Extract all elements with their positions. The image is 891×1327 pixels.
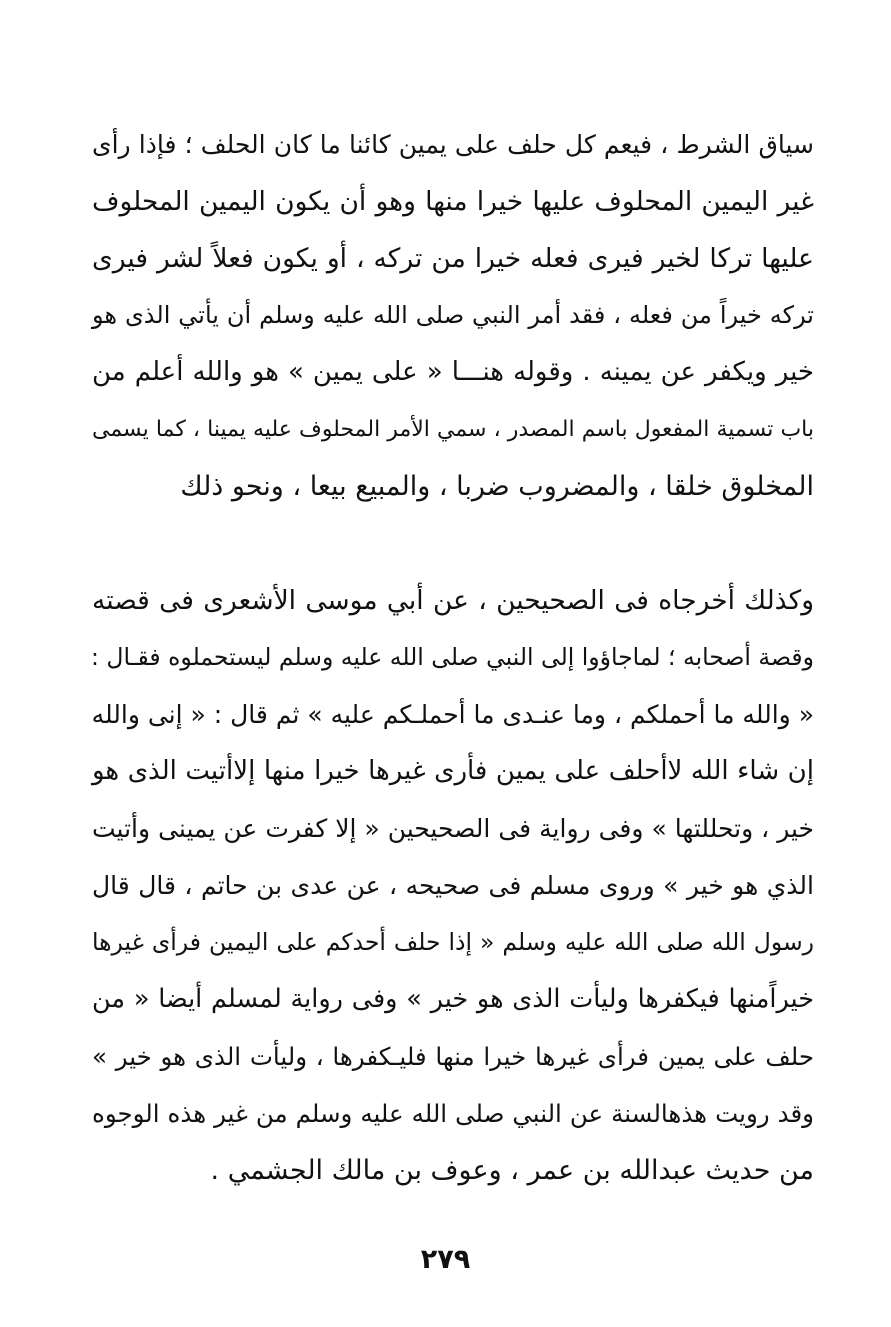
text-line: المخلوق خلقا ، والمضروب ضربا ، والمبيع بيعا ، ونحو ذلك: [180, 471, 814, 502]
text-line: عليها تركا لخير فيرى فعله خيرا من تركه ، أو يكون فعلاً لشر فيرى: [92, 243, 814, 274]
text-line: « والله ما أحملكم ، وما عنـدى ما أحملـكم عليه » ثم قال : « إنى والله: [91, 700, 814, 729]
text-line: إن شاء الله لاأحلف على يمين فأرى غيرها خيرا منها إلاأتيت الذى هو: [92, 756, 814, 786]
paragraph-1: [92, 116, 814, 515]
text-line: خيراًمنها فيكفرها وليأت الذى هو خير » وفى رواية لمسلم أيضا « من: [92, 984, 814, 1014]
text-line: خير ويكفر عن يمينه . وقوله هنـــا « على يمين » هو والله أعلم من: [92, 357, 814, 387]
page-number: ٢٧٩: [420, 1244, 471, 1275]
text-line: رسول الله صلى الله عليه وسلم « إذا حلف أحدكم على اليمين فرأى غيرها: [92, 928, 814, 956]
text-line: الذي هو خير » وروى مسلم فى صحيحه ، عن عدى بن حاتم ، قال قال: [92, 871, 814, 900]
text-line: باب تسمية المفعول باسم المصدر ، سمي الأمر المحلوف عليه يمينا ، كما يسمى: [92, 417, 814, 442]
paragraph-2: [92, 572, 814, 1199]
text-line: من حديث عبدالله بن عمر ، وعوف بن مالك الجشمي .: [210, 1155, 814, 1186]
text-line: تركه خيراً من فعله ، فقد أمر النبي صلى الله عليه وسلم أن يأتي الذى هو: [92, 301, 814, 329]
text-line: وقصة أصحابه ؛ لماجاؤوا إلى النبي صلى الله عليه وسلم ليستحملوه فقـال :: [91, 643, 814, 671]
text-line: خير ، وتحللتها » وفى رواية فى الصحيحين « إلا كفرت عن يمينى وأتيت: [92, 814, 814, 843]
text-line: وكذلك أخرجاه فى الصحيحين ، عن أبي موسى الأشعرى فى قصته: [92, 585, 814, 616]
text-line: حلف على يمين فرأى غيرها خيرا منها فليـكفرها ، وليأت الذى هو خير »: [92, 1042, 814, 1071]
text-line: غير اليمين المحلوف عليها خيرا منها وهو أن يكون اليمين المحلوف: [92, 186, 814, 217]
text-line: وقد رويت هذهالسنة عن النبي صلى الله عليه وسلم من غير هذه الوجوه: [92, 1099, 814, 1128]
text-line: سياق الشرط ، فيعم كل حلف على يمين كائنا ما كان الحلف ؛ فإذا رأى: [92, 130, 814, 159]
